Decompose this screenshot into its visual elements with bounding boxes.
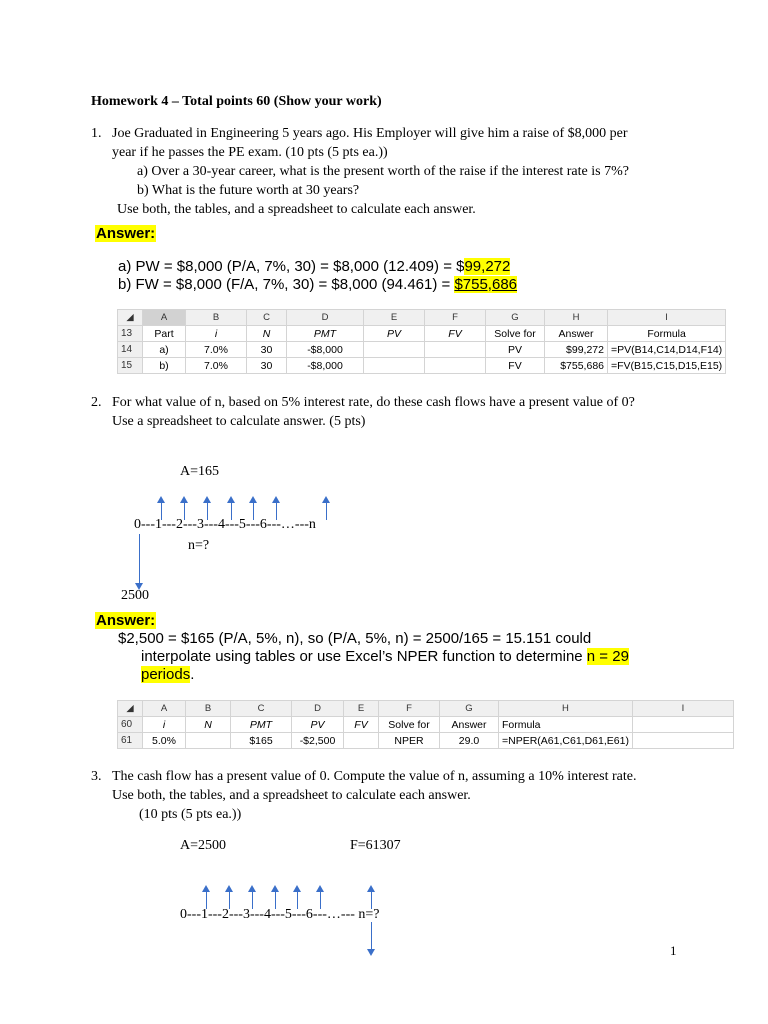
q3-text-line2: Use both, the tables, and a spreadsheet to calculate each answer. [112, 788, 471, 803]
col-header: E [344, 701, 379, 717]
cell: FV [344, 717, 379, 733]
row-number: 13 [118, 326, 143, 342]
q1-answer-label: Answer: [96, 225, 156, 242]
cell: PMT [287, 326, 364, 342]
cell [632, 733, 733, 749]
col-header: H [499, 701, 633, 717]
row-number: 15 [118, 358, 143, 374]
cell: Formula [499, 717, 633, 733]
q2-text-line2: Use a spreadsheet to calculate answer. (5 pts) [112, 414, 366, 429]
cell: FV [425, 326, 486, 342]
cell: 7.0% [186, 342, 247, 358]
col-header: B [186, 701, 231, 717]
corner-cell: ◢ [118, 310, 143, 326]
q1-answer-b: b) FW = $8,000 (F/A, 7%, 30) = $8,000 (94.461) = $755,686 [118, 276, 518, 293]
table-row [118, 326, 726, 342]
q3-text-line1: The cash flow has a present value of 0. Compute the value of n, assuming a 10% interest rate. [112, 769, 637, 784]
col-header: C [247, 310, 287, 326]
q2-answer-label: Answer: [96, 612, 156, 629]
spreadsheet-column-headers [118, 701, 734, 717]
timeline: 0---1---2---3---4---5---6---…--- n=? [180, 907, 380, 922]
cell: 5.0% [143, 733, 186, 749]
row-number: 60 [118, 717, 143, 733]
cell: PMT [231, 717, 292, 733]
cell: -$2,500 [292, 733, 344, 749]
q1-text-line2: year if he passes the PE exam. (10 pts (5 pts ea.)) [112, 145, 388, 160]
col-header: G [440, 701, 499, 717]
cell: $755,686 [545, 358, 608, 374]
row-number: 14 [118, 342, 143, 358]
cell: PV [364, 326, 425, 342]
cell: =NPER(A61,C61,D61,E61) [499, 733, 633, 749]
col-header: C [231, 701, 292, 717]
spreadsheet-column-headers [118, 310, 726, 326]
q1-number: 1. [91, 126, 102, 141]
page-number: 1 [670, 943, 677, 958]
cell: PV [486, 342, 545, 358]
q2-number: 2. [91, 395, 102, 410]
page-title: Homework 4 – Total points 60 (Show your work) [91, 94, 382, 109]
col-header: D [292, 701, 344, 717]
row-number: 61 [118, 733, 143, 749]
cell: 30 [247, 358, 287, 374]
cell: 30 [247, 342, 287, 358]
col-header: E [364, 310, 425, 326]
col-header: B [186, 310, 247, 326]
q2-answer-line2: interpolate using tables or use Excel’s NPER function to determine n = 29 [141, 648, 629, 665]
cell [632, 717, 733, 733]
cell: FV [486, 358, 545, 374]
col-header: F [379, 701, 440, 717]
cell: N [186, 717, 231, 733]
cell: Solve for [379, 717, 440, 733]
cell [425, 358, 486, 374]
q3-text-line3: (10 pts (5 pts ea.)) [139, 807, 242, 822]
corner-cell: ◢ [118, 701, 143, 717]
cell: N [247, 326, 287, 342]
q2-answer-value: n = 29 [586, 648, 629, 665]
q2-spreadsheet [117, 700, 734, 749]
q2-text-line1: For what value of n, based on 5% interest rate, do these cash flows have a present value of 0? [112, 395, 635, 410]
cell: $99,272 [545, 342, 608, 358]
cell: Answer [545, 326, 608, 342]
cell: Answer [440, 717, 499, 733]
cell: Formula [608, 326, 726, 342]
cell [186, 733, 231, 749]
n-label: n=? [188, 538, 210, 553]
col-header: I [608, 310, 726, 326]
q3-number: 3. [91, 769, 102, 784]
table-row [118, 733, 734, 749]
q2-answer-line1: $2,500 = $165 (P/A, 5%, n), so (P/A, 5%, n) = 2500/165 = 15.151 could [118, 630, 592, 647]
col-header: H [545, 310, 608, 326]
cell [364, 342, 425, 358]
table-row [118, 342, 726, 358]
annuity-label: A=165 [180, 464, 220, 479]
q1-part-a: a) Over a 30-year career, what is the present worth of the raise if the interest rate is 7%? [137, 164, 629, 179]
cell: =FV(B15,C15,D15,E15) [608, 358, 726, 374]
col-header: G [486, 310, 545, 326]
annuity-label: A=2500 [180, 838, 227, 853]
q1-answer-b-value: $755,686 [454, 276, 518, 293]
q1-text-line1: Joe Graduated in Engineering 5 years ago. His Employer will give him a raise of $8,000 per [112, 126, 628, 141]
cell: Solve for [486, 326, 545, 342]
table-row [118, 358, 726, 374]
present-value-label: 2500 [121, 588, 149, 603]
cell: $165 [231, 733, 292, 749]
cell [425, 342, 486, 358]
q2-answer-line3: periods. [141, 666, 195, 683]
col-header: I [632, 701, 733, 717]
cell: 7.0% [186, 358, 247, 374]
cell: a) [143, 342, 186, 358]
timeline: 0---1---2---3---4---5---6---…---n [134, 517, 316, 532]
cell: =PV(B14,C14,D14,F14) [608, 342, 726, 358]
col-header: A [143, 310, 186, 326]
q1-answer-a-value: 99,272 [464, 258, 511, 275]
q1-part-b: b) What is the future worth at 30 years? [137, 183, 360, 198]
cell: 29.0 [440, 733, 499, 749]
col-header: D [287, 310, 364, 326]
cell: -$8,000 [287, 358, 364, 374]
q1-answer-a: a) PW = $8,000 (P/A, 7%, 30) = $8,000 (12.409) = $99,272 [118, 258, 511, 275]
cell: NPER [379, 733, 440, 749]
cell: PV [292, 717, 344, 733]
q1-note: Use both, the tables, and a spreadsheet to calculate each answer. [117, 202, 476, 217]
cell [344, 733, 379, 749]
cell [364, 358, 425, 374]
cell: i [186, 326, 247, 342]
cell: i [143, 717, 186, 733]
cell: Part [143, 326, 186, 342]
future-value-label: F=61307 [350, 838, 401, 853]
col-header: F [425, 310, 486, 326]
table-row [118, 717, 734, 733]
cell: b) [143, 358, 186, 374]
cash-outflow-arrow-icon [367, 949, 375, 956]
q1-spreadsheet [117, 309, 726, 374]
col-header: A [143, 701, 186, 717]
cell: -$8,000 [287, 342, 364, 358]
